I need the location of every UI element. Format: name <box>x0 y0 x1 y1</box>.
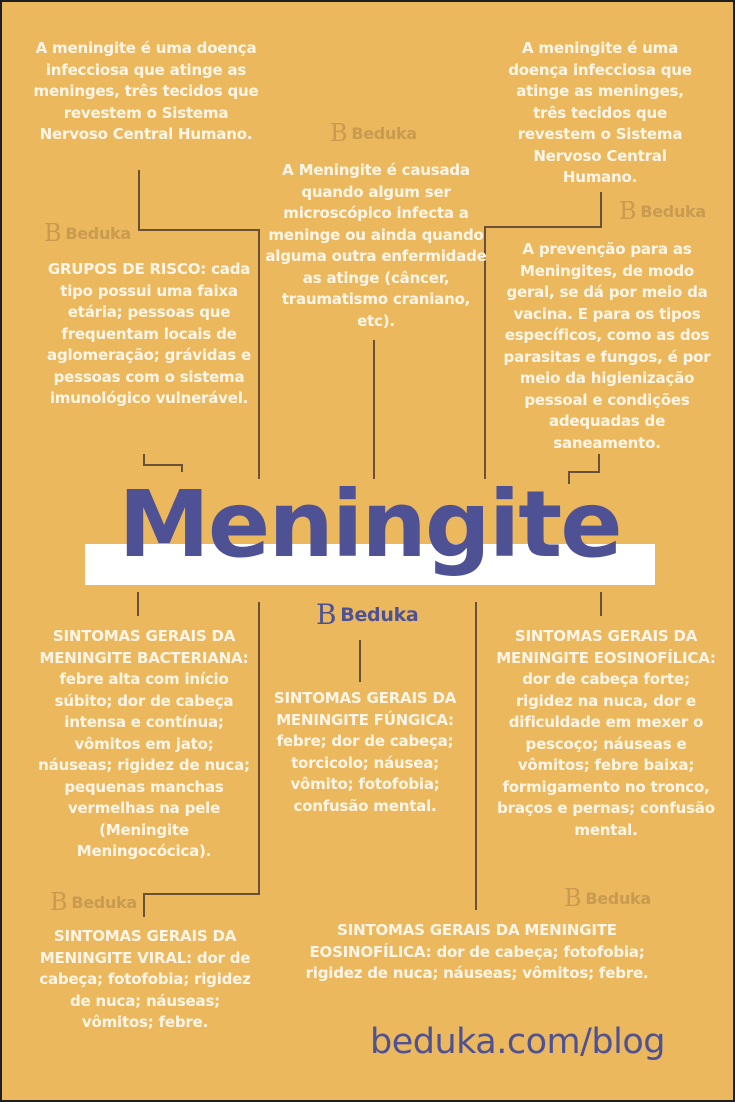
brand-watermark <box>50 890 137 914</box>
beduka-logo-icon: B <box>316 598 337 631</box>
connector-line <box>373 340 375 479</box>
brand-watermark <box>330 121 417 145</box>
connector-line <box>137 592 139 616</box>
brand-watermark <box>564 886 651 910</box>
eosinophilic-symptoms-text: SINTOMAS GERAIS DA MENINGITE EOSINOFÍLICA: dor de cabeça forte; rigidez na nuca, dor e dificuldade em mexer o pescoço; náuseas e vômitos; febre baixa; formigamento no tronco, braços e pernas; confusão mental. <box>496 627 716 839</box>
connector-line <box>138 229 260 231</box>
connector-line <box>143 893 145 917</box>
definition-left-text: A meningite é uma doença infecciosa que atinge as meninges, três tecidos que revestem o Sistema Nervoso Central Humano. <box>33 39 259 143</box>
cause-text: A Meningite é causada quando algum ser microscópico infecta a meninge ou ainda quando alguma outra enfermidade as atinge (câncer, traumatismo craniano, etc). <box>265 161 487 330</box>
connector-line <box>143 893 260 895</box>
brand-name: Beduka <box>640 201 706 221</box>
connector-line <box>143 464 183 466</box>
brand-name: Beduka <box>71 892 137 912</box>
connector-line <box>600 592 602 616</box>
connector-line <box>258 602 260 895</box>
beduka-logo-icon: B <box>330 119 348 147</box>
eosinophilic-summary-text: SINTOMAS GERAIS DA MENINGITE EOSINOFÍLICA: dor de cabeça; fotofobia; rigidez de nuca; náuseas; vômitos; febre. <box>305 921 649 982</box>
bacterial-symptoms-text: SINTOMAS GERAIS DA MENINGITE BACTERIANA: febre alta com início súbito; dor de cabeça intensa e contínua; vômitos em jato; náuseas; rigidez de nuca; pequenas manchas vermelhas na pele (Meningite Meningocócica). <box>38 627 250 860</box>
beduka-logo-icon: B <box>44 219 62 247</box>
connector-line <box>475 602 477 910</box>
infographic-poster <box>2 2 733 1100</box>
brand-name: Beduka <box>585 888 651 908</box>
connector-line <box>600 192 602 228</box>
brand-logo <box>316 598 419 631</box>
connector-line <box>484 226 602 228</box>
page-title: Meningite <box>118 471 621 578</box>
beduka-logo-icon: B <box>564 884 582 912</box>
brand-name: Beduka <box>351 123 417 143</box>
brand-watermark <box>44 221 131 245</box>
beduka-logo-icon: B <box>50 888 68 916</box>
brand-name: Beduka <box>65 223 131 243</box>
brand-watermark <box>619 199 706 223</box>
definition-right-text: A meningite é uma doença infecciosa que atinge as meninges, três tecidos que revestem o Sistema Nervoso Central Humano. <box>508 39 692 186</box>
prevention-text: A prevenção para as Meningites, de modo geral, se dá por meio da vacina. E para os tipos específicos, como as dos parasitas e fungos, é por meio da higienização pessoal e condições adequadas de saneamento. <box>503 240 711 452</box>
connector-line <box>138 170 140 231</box>
connector-line <box>359 640 361 682</box>
blog-url-link[interactable]: beduka.com/blog <box>370 1022 665 1062</box>
fungal-symptoms-text: SINTOMAS GERAIS DA MENINGITE FÚNGICA: febre; dor de cabeça; torcicolo; náusea; vômito; fotofobia; confusão mental. <box>273 689 457 815</box>
beduka-logo-icon: B <box>619 197 637 225</box>
viral-symptoms-text: SINTOMAS GERAIS DA MENINGITE VIRAL: dor de cabeça; fotofobia; rigidez de nuca; náuseas; vômitos; febre. <box>39 927 251 1031</box>
brand-name: Beduka <box>340 604 419 626</box>
risk-groups-text: GRUPOS DE RISCO: cada tipo possui uma faixa etária; pessoas que frequentam locais de aglomeração; grávidas e pessoas com o sistema imunológico vulnerável. <box>47 260 251 407</box>
